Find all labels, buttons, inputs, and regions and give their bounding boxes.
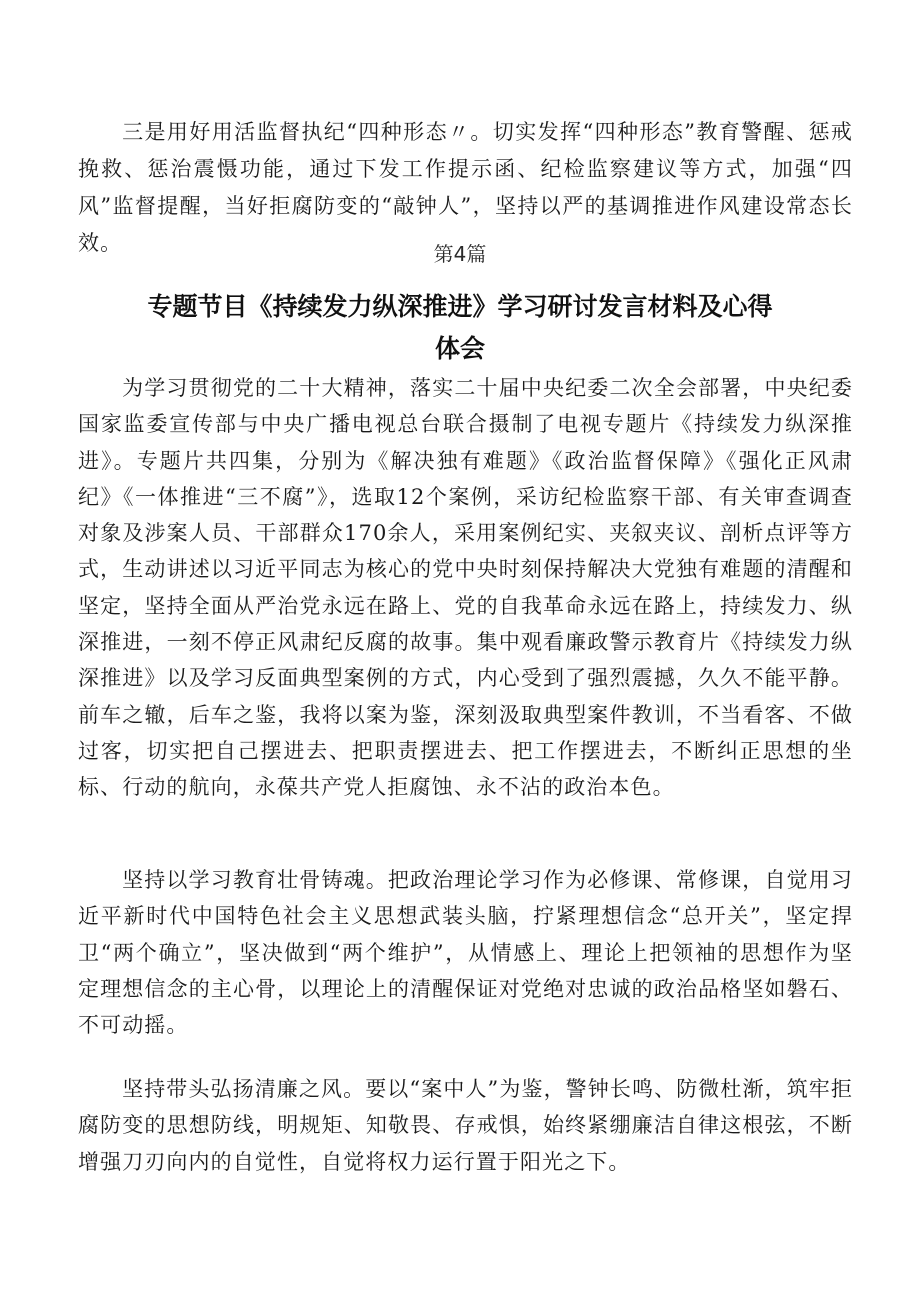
part-label: 第4篇 <box>433 242 487 266</box>
body-paragraph: 坚持以学习教育壮骨铸魂。把政治理论学习作为必修课、常修课，自觉用习近平新时代中国特色社会主义思想武装头脑，拧紧理想信念“总开关”，坚定捍卫“两个确立”，坚决做到“两个维护”，从情感上、理论上把领袖的思想作为坚定理想信念的主心骨，以理论上的清醒保证对党绝对忠诚的政治品格坚如磐石、不可动摇。 <box>78 868 853 1038</box>
body-paragraph: 为学习贯彻党的二十大精神，落实二十届中央纪委二次全会部署，中央纪委国家监委宣传部与中央广播电视总台联合摄制了电视专题片《持续发力纵深推进》。专题片共四集，分别为《解决独有难题》《政治监督保障》《强化正风肃纪》《一体推进“三不腐”》，选取12个案例，采访纪检监察干部、有关审查调查对象及涉案人员、干部群众170余人，采用案例纪实、夹叙夹议、剖析点评等方式，生动讲述以习近平同志为核心的党中央时刻保持解决大党独有难题的清醒和坚定，坚持全面从严治党永远在路上、党的自我革命永远在路上，持续发力、纵深推进，一刻不停正风肃纪反腐的故事。集中观看廉政警示教育片《持续发力纵深推进》以及学习反面典型案例的方式，内心受到了强烈震撼，久久不能平静。前车之辙，后车之鉴，我将以案为鉴，深刻汲取典型案件教训，不当看客、不做过客，切实把自己摆进去、把职责摆进去、把工作摆进去，不断纠正思想的坐标、行动的航向，永葆共产党人拒腐蚀、永不沾的政治本色。 <box>78 376 853 800</box>
document-title: 专题节目《持续发力纵深推进》学习研讨发言材料及心得体会 <box>147 292 773 363</box>
body-paragraph: 坚持带头弘扬清廉之风。要以“案中人”为鉴，警钟长鸣、防微杜渐，筑牢拒腐防变的思想防线，明规矩、知敬畏、存戒惧，始终紧绷廉洁自律这根弦，不断增强刀刃向内的自觉性，自觉将权力运行置于阳光之下。 <box>78 1077 853 1174</box>
intro-paragraph: 三是用好用活监督执纪“四种形态〃。切实发挥“四种形态”教育警醒、惩戒挽救、惩治震慑功能，通过下发工作提示函、纪检监察建议等方式，加强“四风”监督提醒，当好拒腐防变的“敲钟人”，坚持以严的基调推进作风建设常态长效。 <box>78 120 853 255</box>
